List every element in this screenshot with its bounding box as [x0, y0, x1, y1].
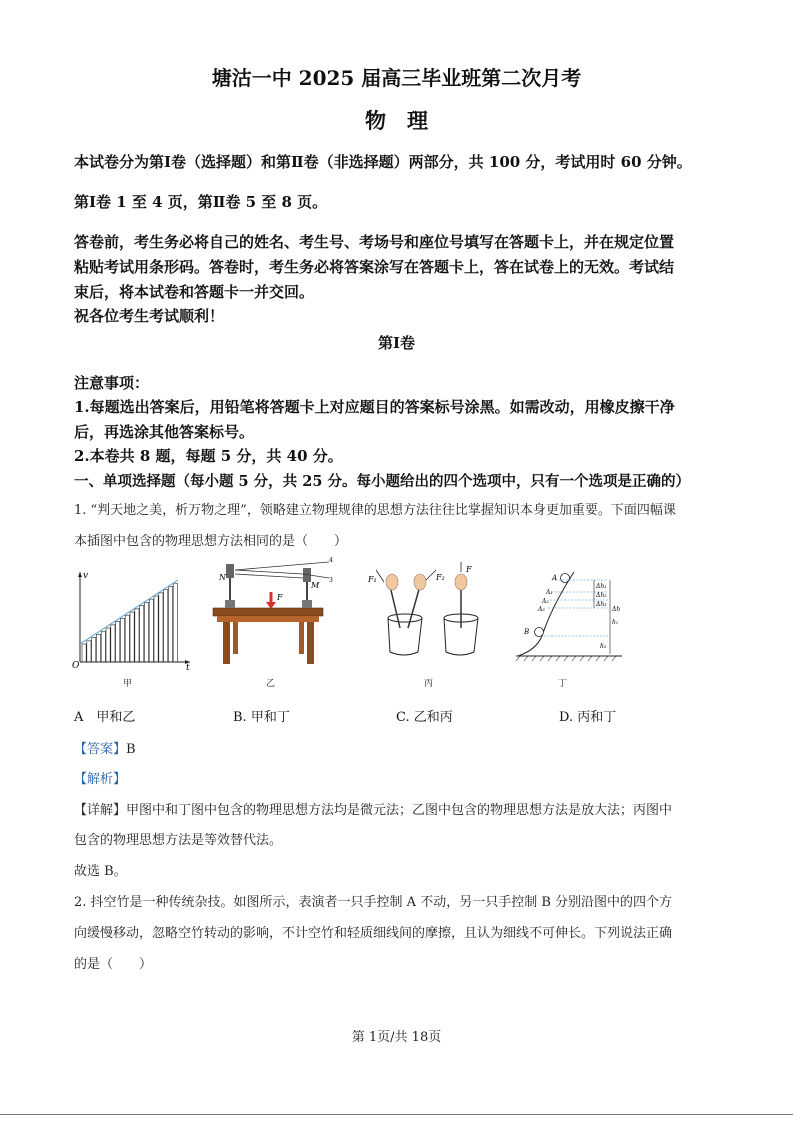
velocity-bar: [135, 609, 139, 662]
caption-ding: 丁: [558, 679, 568, 689]
subject-title: 物 理: [365, 108, 428, 133]
velocity-bar: [120, 618, 124, 662]
analysis-label: 【解析】: [74, 772, 127, 787]
caption-bing: 丙: [424, 679, 434, 689]
velocity-bar: [82, 644, 86, 662]
jia-origin: O: [72, 661, 80, 670]
q1-option-d[interactable]: D. 丙和丁: [559, 710, 617, 725]
q1-option-b[interactable]: B. 甲和丁: [233, 710, 290, 725]
intro-line-2: 第Ⅰ卷 1 至 4 页，第Ⅱ卷 5 至 8 页。: [74, 193, 328, 211]
intro-line-3: 答卷前，考生务必将自己的姓名、考生号、考场号和座位号填写在答题卡上，并在规定位置: [74, 233, 675, 251]
ding-dh: Δh: [612, 606, 621, 613]
bing-f1: F₁: [368, 575, 377, 584]
yi-label-m: M: [311, 581, 320, 590]
velocity-bar: [87, 641, 91, 662]
q1-option-c[interactable]: C. 乙和丙: [396, 710, 453, 725]
caption-yi: 乙: [266, 679, 276, 689]
q1-option-a[interactable]: A 甲和乙: [74, 710, 136, 725]
figure-bing: [368, 560, 494, 660]
velocity-bars: [82, 583, 177, 662]
ding-h1: h₁: [612, 619, 619, 626]
q2-stem-2: 向缓慢移动，忽略空竹转动的影响，不计空竹和轻质细线间的摩擦，且认为细线不可伸长。下列说法正确: [74, 926, 673, 941]
notice-2: 2.本卷共 8 题，每题 5 分，共 40 分。: [74, 447, 343, 465]
velocity-bar: [173, 583, 177, 662]
velocity-bar: [116, 622, 120, 662]
ding-h2: h₂: [600, 643, 607, 650]
part1-heading: 第Ⅰ卷: [377, 334, 416, 352]
velocity-bar: [92, 638, 96, 662]
notice-1a: 1.每题选出答案后，用铅笔将答题卡上对应题目的答案标号涂黑。如需改动，用橡皮擦干净: [74, 398, 675, 416]
yi-label-f: F: [277, 593, 283, 602]
jia-axis-t: t: [186, 663, 190, 670]
velocity-bar: [140, 606, 144, 662]
yi-label-n: N: [219, 573, 226, 582]
ding-b: B: [524, 628, 530, 636]
velocity-bar: [168, 586, 172, 662]
intro-line-5: 束后，将本试卷和答题卡一并交回。: [74, 283, 315, 301]
ding-dh3: Δh₃: [596, 601, 607, 608]
q1-detail-1: 【详解】甲图中和丁图中包含的物理思想方法均是微元法；乙图中包含的物理思想方法是放大法；丙图中: [74, 803, 673, 818]
jia-axis-v: v: [83, 571, 89, 581]
ding-dh1: Δh₁: [596, 583, 607, 590]
bing-f: F: [466, 565, 472, 574]
page-number: 第 1页/共 18页: [351, 1030, 442, 1045]
velocity-bar: [144, 602, 148, 662]
q1-conclusion: 故选 B。: [74, 864, 127, 879]
exam-title: 塘沽一中 2025 届高三毕业班第二次月考: [211, 66, 582, 90]
notice-1b: 后，再选涂其他答案标号。: [74, 423, 255, 441]
q1-stem-1: 1. “判天地之美，析万物之理”，领略建立物理规律的思想方法往往比掌握知识本身更加重要。下面四幅课: [74, 503, 676, 518]
answer-label: 【答案】: [74, 742, 127, 757]
intro-line-4: 粘贴考试用条形码。答卷时，考生务必将答案涂写在答题卡上，答在试卷上的无效。考试结: [74, 258, 675, 276]
notice-title: 注意事项：: [74, 374, 150, 392]
figure-ding: [512, 566, 628, 662]
yi-mark-4: 4: [329, 557, 333, 564]
velocity-bar: [149, 599, 153, 662]
q1-detail-2: 包含的物理思想方法是等效替代法。: [74, 833, 283, 848]
velocity-bar: [125, 615, 129, 662]
velocity-bar: [111, 625, 115, 662]
velocity-bar: [106, 628, 110, 662]
velocity-bar: [159, 593, 163, 662]
ding-a1: A₁: [546, 589, 553, 596]
intro-line-6: 祝各位考生考试顺利！: [74, 307, 225, 325]
yi-mark-3: 3: [329, 577, 333, 584]
ding-a: A: [552, 574, 558, 582]
q2-stem-1: 2. 抖空竹是一种传统杂技。如图所示，表演者一只手控制 A 不动，另一只手控制 B 分别沿图中的四个方: [74, 895, 673, 910]
bing-f2: F₂: [436, 573, 445, 582]
ding-a2: A₂: [542, 598, 549, 605]
q1-answer: [74, 738, 136, 757]
page-bottom-divider: [0, 1114, 793, 1115]
figure-jia: [66, 566, 196, 670]
figure-yi: [205, 556, 335, 668]
velocity-bar: [101, 631, 105, 662]
answer-value: B: [126, 742, 136, 757]
velocity-bar: [130, 612, 134, 662]
velocity-bar: [154, 596, 158, 662]
section-heading: 一、单项选择题（每小题 5 分，共 25 分。每小题给出的四个选项中，只有一个选项是正确的）: [74, 473, 690, 490]
ding-dh2: Δh₂: [596, 592, 607, 599]
intro-line-1: 本试卷分为第Ⅰ卷（选择题）和第Ⅱ卷（非选择题）两部分，共 100 分，考试用时 60 分钟。: [74, 153, 692, 171]
velocity-bar: [164, 590, 168, 662]
velocity-bar: [96, 634, 100, 662]
q1-stem-2: 本插图中包含的物理思想方法相同的是（ ）: [74, 534, 348, 549]
ding-a3: A₃: [538, 606, 545, 613]
caption-jia: 甲: [123, 679, 133, 689]
q2-stem-3: 的是（ ）: [74, 957, 153, 972]
